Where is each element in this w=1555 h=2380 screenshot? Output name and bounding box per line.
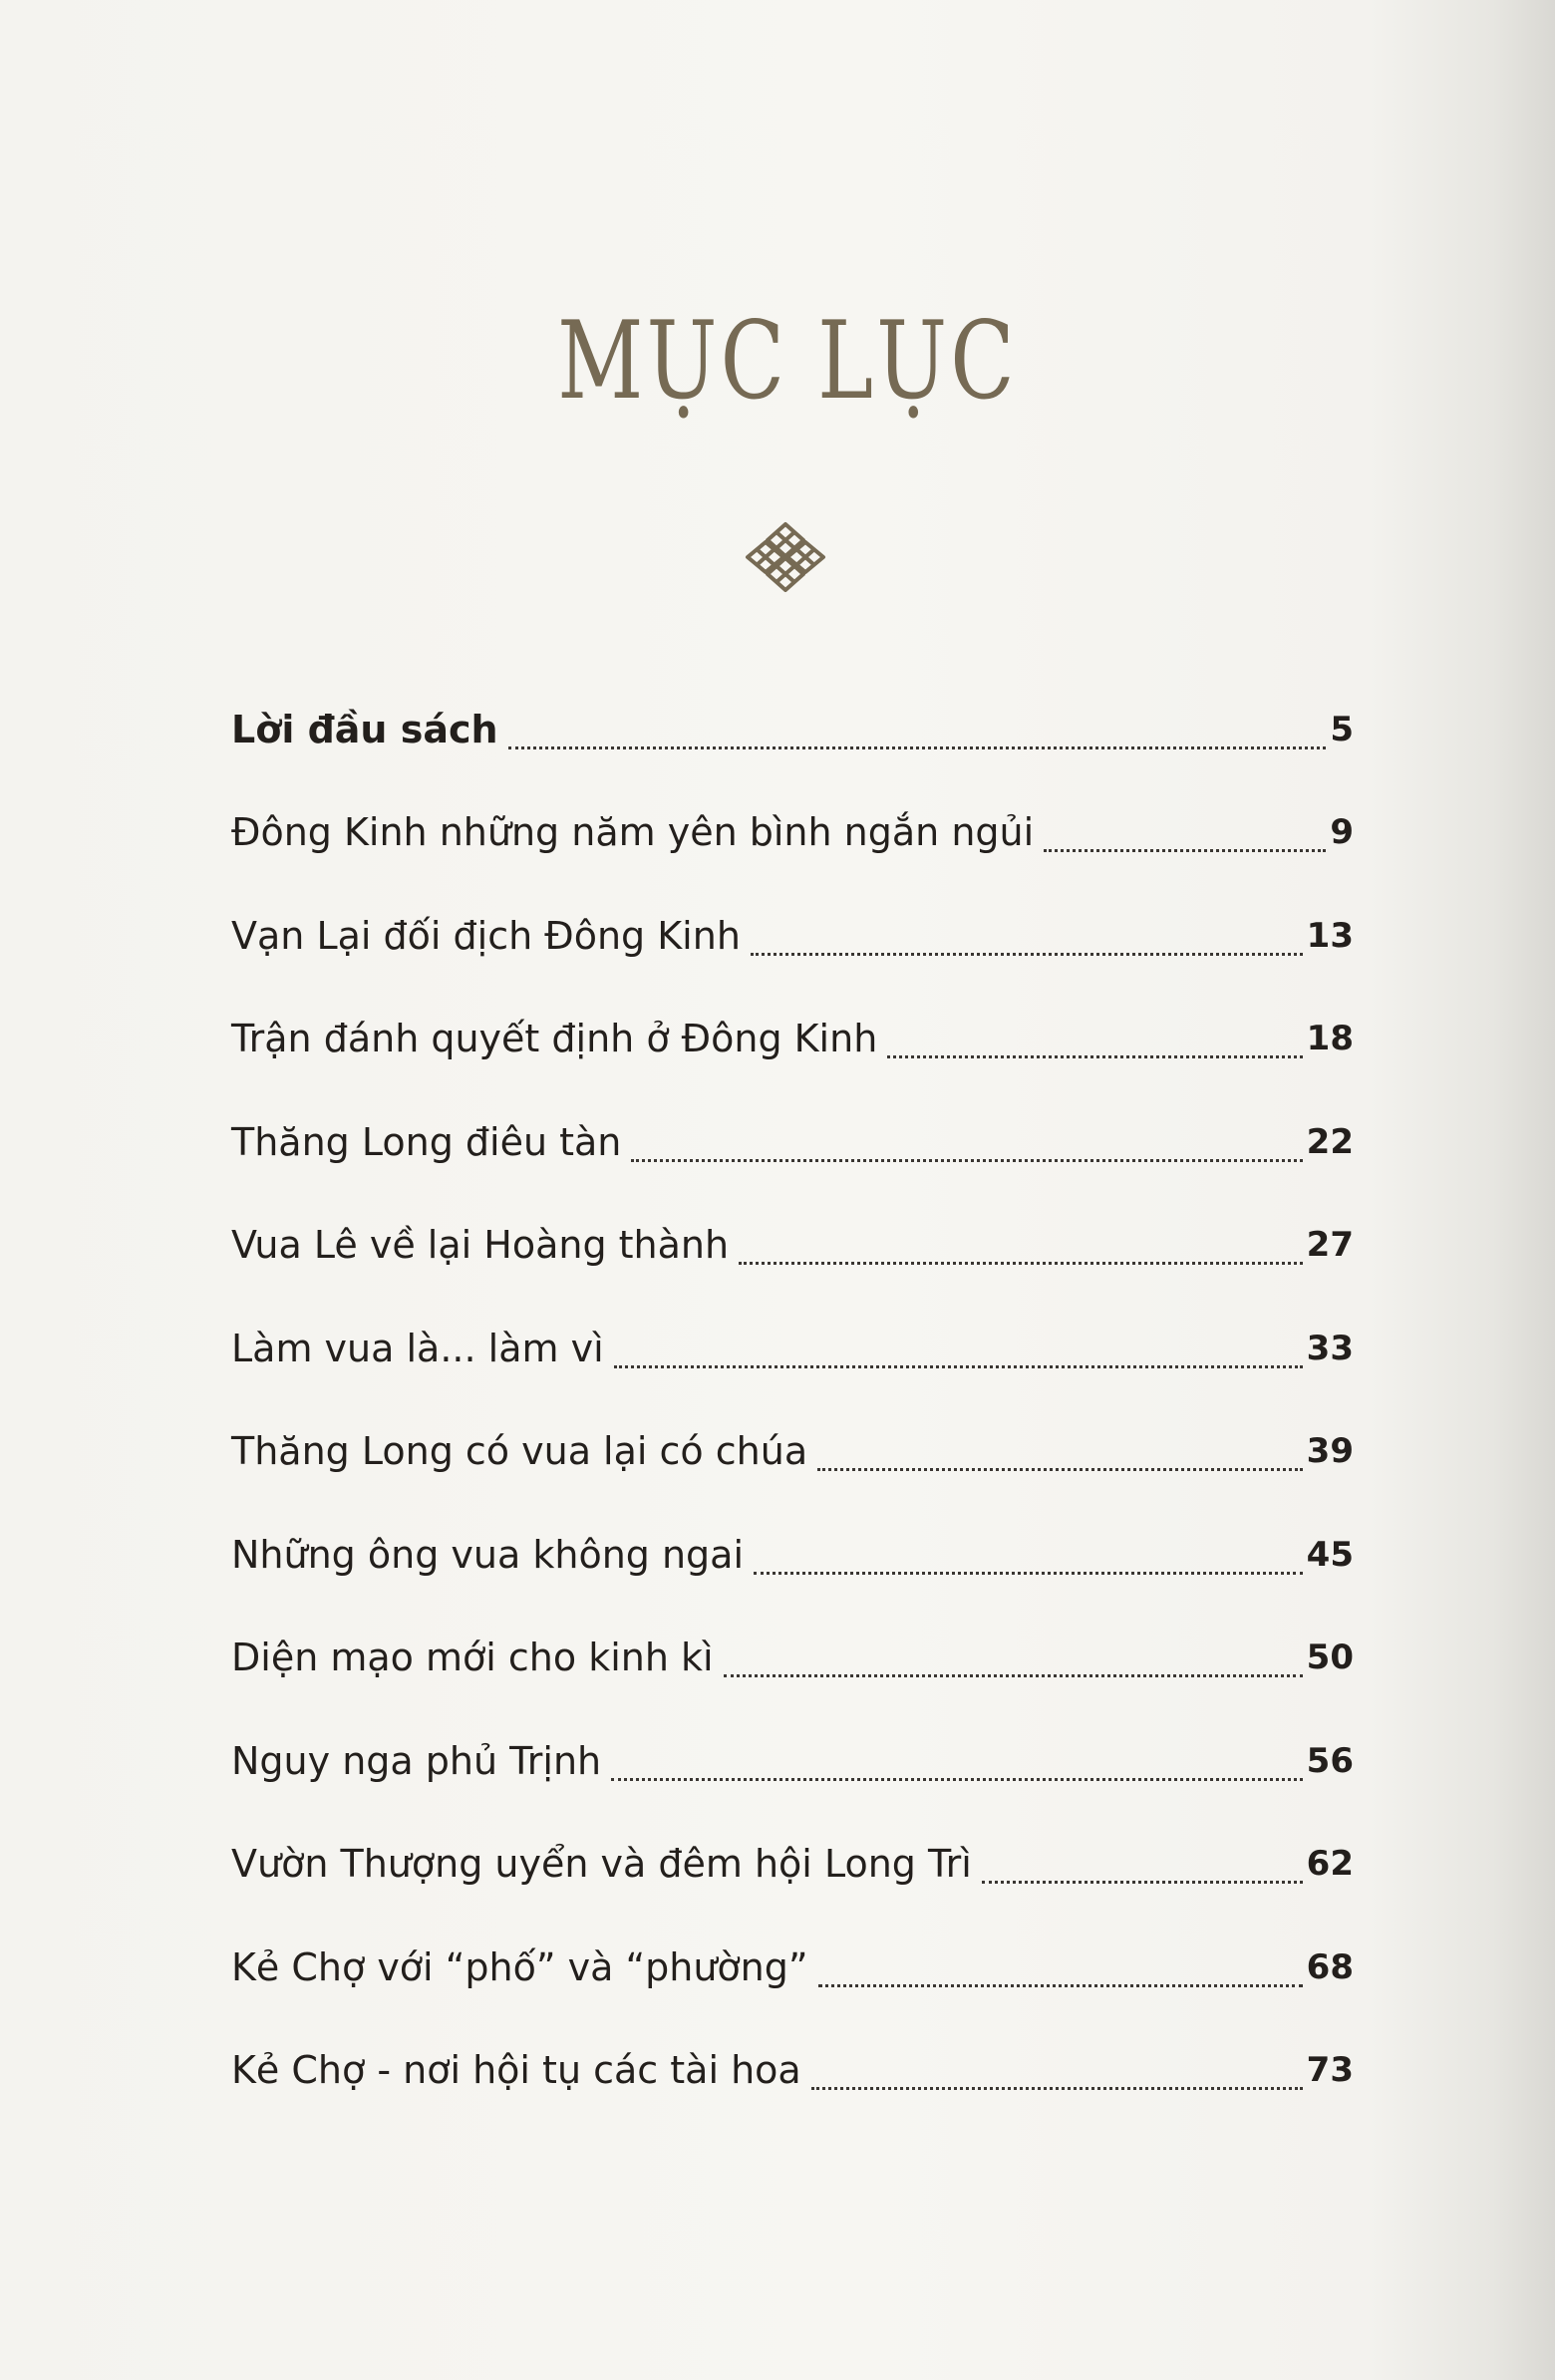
toc-entry-title: Kẻ Chợ - nơi hội tụ các tài hoa <box>231 2048 801 2093</box>
toc-entry-page: 68 <box>1306 1946 1354 1987</box>
toc-entry[interactable] <box>231 1090 1354 1194</box>
toc-entry-title: Vườn Thượng uyển và đêm hội Long Trì <box>231 1842 972 1887</box>
toc-entry[interactable] <box>231 1503 1354 1607</box>
dot-leader <box>724 1674 1303 1677</box>
toc-entry-page: 39 <box>1306 1431 1354 1472</box>
dot-leader <box>887 1055 1302 1058</box>
toc-entry-page: 13 <box>1306 915 1354 956</box>
dot-leader <box>818 1984 1303 1987</box>
toc-entry[interactable] <box>231 884 1354 988</box>
toc-entry[interactable] <box>231 1297 1354 1400</box>
toc-entry-page: 45 <box>1306 1534 1354 1575</box>
toc-entry-title: Thăng Long điêu tàn <box>231 1119 622 1164</box>
toc-entry-page: 56 <box>1306 1740 1354 1781</box>
toc-entry[interactable] <box>231 1813 1354 1917</box>
toc-entry[interactable] <box>231 1916 1354 2019</box>
toc-entry[interactable] <box>231 2019 1354 2123</box>
dot-leader <box>811 2087 1303 2090</box>
toc-entry-page: 5 <box>1330 709 1354 749</box>
dot-leader <box>982 1881 1303 1884</box>
toc-entry-title: Vạn Lại đối địch Đông Kinh <box>231 913 741 958</box>
dot-leader <box>754 1572 1303 1575</box>
toc-entry-page: 33 <box>1306 1328 1354 1368</box>
toc-list <box>231 678 1354 2122</box>
toc-entry-title: Lời đầu sách <box>231 707 498 751</box>
dot-leader <box>508 746 1327 749</box>
toc-entry[interactable] <box>231 678 1354 781</box>
toc-entry-title: Diện mạo mới cho kinh kì <box>231 1636 714 1680</box>
toc-entry[interactable] <box>231 1607 1354 1710</box>
toc-entry[interactable] <box>231 988 1354 1091</box>
toc-entry-title: Trận đánh quyết định ở Đông Kinh <box>231 1017 878 1061</box>
toc-entry-page: 9 <box>1330 812 1354 853</box>
endless-knot-icon <box>740 518 831 596</box>
toc-entry-title: Những ông vua không ngai <box>231 1532 745 1577</box>
toc-entry[interactable] <box>231 1709 1354 1813</box>
toc-entry[interactable] <box>231 1400 1354 1504</box>
toc-entry[interactable] <box>231 1194 1354 1298</box>
toc-entry-title: Kẻ Chợ với “phố” và “phường” <box>231 1944 808 1989</box>
page-title: MỤC LỤC <box>557 299 1018 424</box>
toc-entry-title: Thăng Long có vua lại có chúa <box>231 1429 808 1474</box>
dot-leader <box>611 1778 1303 1781</box>
dot-leader <box>739 1262 1303 1265</box>
toc-entry-title: Đông Kinh những năm yên bình ngắn ngủi <box>231 810 1035 855</box>
toc-entry-page: 18 <box>1306 1019 1354 1059</box>
toc-entry-page: 27 <box>1306 1225 1354 1266</box>
dot-leader <box>631 1159 1302 1162</box>
toc-entry-title: Làm vua là... làm vì <box>231 1326 604 1370</box>
dot-leader <box>817 1468 1303 1471</box>
toc-entry-title: Nguy nga phủ Trịnh <box>231 1738 602 1783</box>
toc-entry-page: 73 <box>1306 2050 1354 2091</box>
dot-leader <box>751 953 1303 956</box>
dot-leader <box>1044 849 1326 852</box>
toc-entry-page: 22 <box>1306 1121 1354 1162</box>
toc-entry-title: Vua Lê về lại Hoàng thành <box>231 1223 730 1268</box>
dot-leader <box>614 1365 1303 1368</box>
toc-entry-page: 50 <box>1306 1637 1354 1678</box>
toc-entry-page: 62 <box>1306 1844 1354 1885</box>
toc-entry[interactable] <box>231 781 1354 885</box>
